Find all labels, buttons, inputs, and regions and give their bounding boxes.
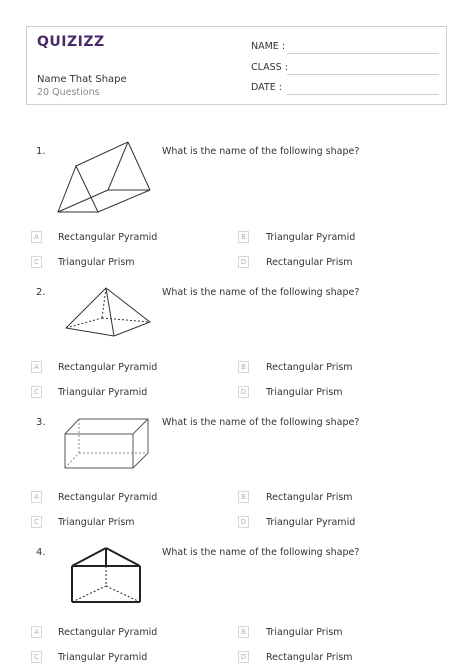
option-d-text: Rectangular Prism <box>266 652 353 663</box>
option-b-text: Triangular Prism <box>266 627 343 638</box>
question-number: 2. <box>36 287 46 298</box>
option-a-box[interactable]: A <box>31 626 42 638</box>
worksheet-header <box>26 26 447 105</box>
triangular-prism-icon <box>66 542 146 608</box>
option-c-box[interactable]: C <box>31 651 42 663</box>
option-b-box[interactable]: B <box>238 231 249 243</box>
date-label: DATE : <box>251 82 282 93</box>
option-d-text: Triangular Prism <box>266 387 343 398</box>
rectangular-prism-icon <box>60 416 154 474</box>
question-text: What is the name of the following shape? <box>162 146 360 157</box>
question-count: 20 Questions <box>37 87 100 98</box>
option-d-text: Triangular Pyramid <box>266 517 356 528</box>
option-b-box[interactable]: B <box>238 491 249 503</box>
triangular-prism-icon <box>52 138 156 218</box>
option-a-box[interactable]: A <box>31 361 42 373</box>
option-a-box[interactable]: A <box>31 491 42 503</box>
option-c-box[interactable]: C <box>31 386 42 398</box>
question-text: What is the name of the following shape? <box>162 547 360 558</box>
worksheet-title: Name That Shape <box>37 74 127 85</box>
name-label: NAME : <box>251 41 286 52</box>
option-d-box[interactable]: D <box>238 256 249 268</box>
class-label: CLASS : <box>251 62 288 73</box>
option-b-text: Rectangular Prism <box>266 362 353 373</box>
option-d-box[interactable]: D <box>238 386 249 398</box>
option-a-box[interactable]: A <box>31 231 42 243</box>
date-field[interactable] <box>287 94 439 95</box>
option-c-text: Triangular Pyramid <box>58 652 148 663</box>
option-a-text: Rectangular Pyramid <box>58 492 158 503</box>
option-b-box[interactable]: B <box>238 626 249 638</box>
option-c-text: Triangular Pyramid <box>58 387 148 398</box>
question-number: 3. <box>36 417 46 428</box>
option-a-text: Rectangular Pyramid <box>58 232 158 243</box>
option-b-text: Triangular Pyramid <box>266 232 356 243</box>
question-number: 1. <box>36 146 46 157</box>
question-text: What is the name of the following shape? <box>162 417 360 428</box>
rectangular-pyramid-icon <box>62 282 154 342</box>
class-field[interactable] <box>287 74 439 75</box>
option-d-text: Rectangular Prism <box>266 257 353 268</box>
option-c-text: Triangular Prism <box>58 257 135 268</box>
option-b-text: Rectangular Prism <box>266 492 353 503</box>
option-c-text: Triangular Prism <box>58 517 135 528</box>
name-field[interactable] <box>287 53 439 54</box>
question-number: 4. <box>36 547 46 558</box>
quizizz-logo: QUIZIZZ <box>37 34 105 50</box>
option-b-box[interactable]: B <box>238 361 249 373</box>
option-a-text: Rectangular Pyramid <box>58 627 158 638</box>
option-a-text: Rectangular Pyramid <box>58 362 158 373</box>
option-c-box[interactable]: C <box>31 516 42 528</box>
option-c-box[interactable]: C <box>31 256 42 268</box>
option-d-box[interactable]: D <box>238 651 249 663</box>
option-d-box[interactable]: D <box>238 516 249 528</box>
question-text: What is the name of the following shape? <box>162 287 360 298</box>
